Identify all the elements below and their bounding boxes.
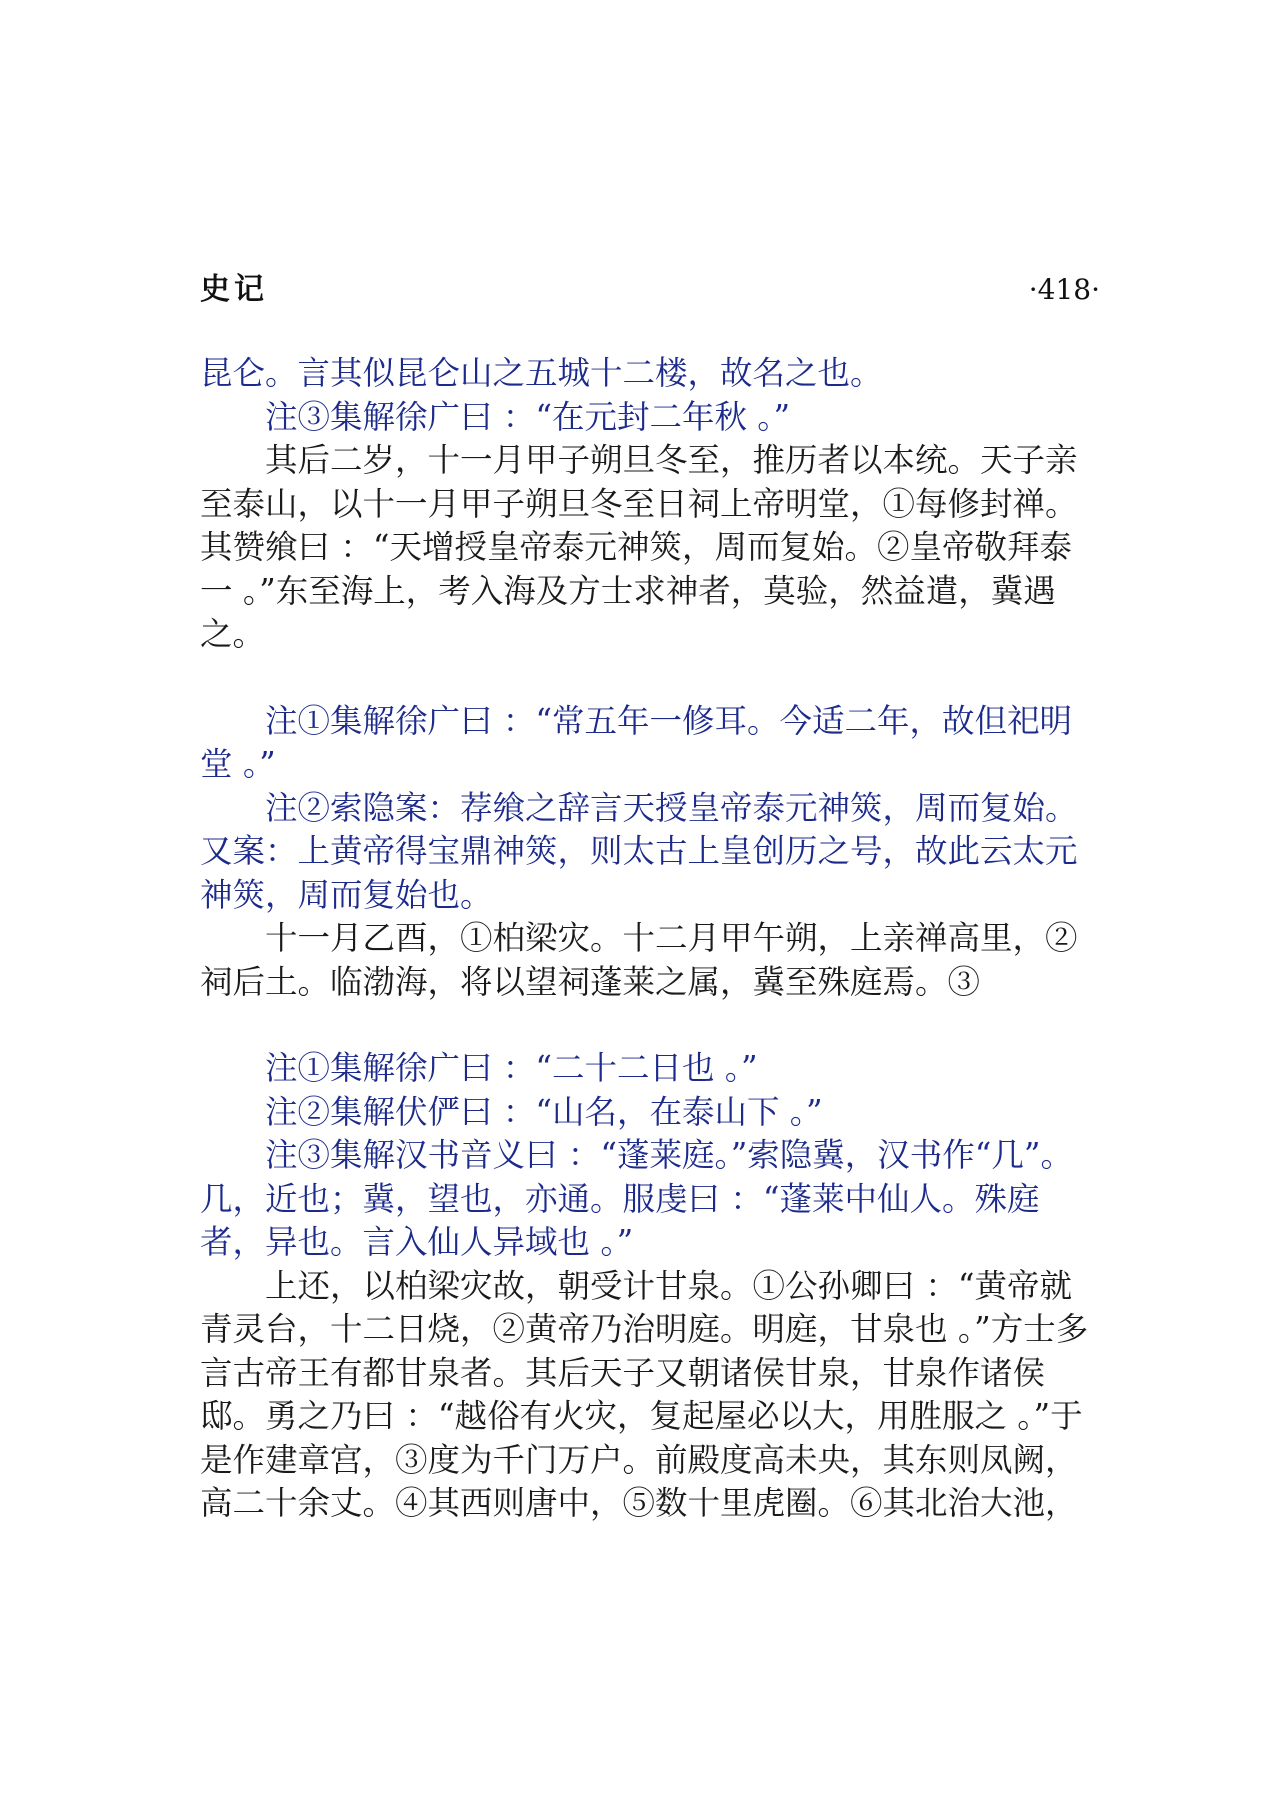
commentary-paragraph: 昆仑。言其似昆仑山之五城十二楼，故名之也。: [200, 354, 883, 392]
commentary-paragraph: 注③集解徐广曰 ：“在元封二年秋 。”: [265, 397, 791, 436]
book-title: 史记: [200, 272, 268, 307]
commentary-paragraph: 注②集解伏俨曰 ：“山名，在泰山下 。”: [265, 1092, 823, 1131]
paragraph-gap: [200, 1004, 1100, 1047]
page-number: ·418·: [1028, 273, 1100, 306]
page-header: [200, 270, 1100, 314]
commentary-paragraph: 注②索隐案：荐飨之辞言天授皇帝泰元神筴，周而复始。又案：上黄帝得宝鼎神筴，则太古上皇创历之号，故此云太元神筴，周而复始也。: [200, 788, 1078, 914]
main-text-paragraph: 十一月乙酉，①柏梁灾。十二月甲午朔，上亲禅高里，②祠后土。临渤海，将以望祠蓬莱之属，冀至殊庭焉。③: [200, 919, 1078, 1001]
page-content: [200, 352, 1100, 1526]
commentary-paragraph: 注①集解徐广曰 ：“二十二日也 。”: [265, 1049, 758, 1087]
main-text-paragraph: 上还，以柏梁灾故，朝受计甘泉。①公孙卿曰 ：“黄帝就青灵台，十二日烧，②黄帝乃治明庭。明庭，甘泉也 。”方士多言古帝王有都甘泉者。其后天子又朝诸侯甘泉，甘泉作诸侯邸。勇之乃曰 ：“越俗有火灾，复起屋必以大，用胜服之 。”于是作建章宫，③度为千门万户。前殿度高未央，其东则凤阙，高二十余丈。④其西则唐中，⑤数十里虎圈。⑥其北治大池，: [200, 1266, 1089, 1522]
main-text-paragraph: 其后二岁，十一月甲子朔旦冬至，推历者以本统。天子亲至泰山，以十一月甲子朔旦冬至日祠上帝明堂，①每修封禅。其赞飨曰 ：“天增授皇帝泰元神筴，周而复始。②皇帝敬拜泰一 。”东至海上，考入海及方士求神者，莫验，然益遣，冀遇之。: [200, 441, 1078, 653]
paragraph-gap: [200, 657, 1100, 700]
commentary-paragraph: 注①集解徐广曰 ：“常五年一修耳。今适二年，故但祀明堂 。”: [200, 701, 1072, 783]
commentary-paragraph: 注③集解汉书音义曰 ：“蓬莱庭。”索隐冀，汉书作“几”。几，近也；冀，望也，亦通。服虔曰 ：“蓬莱中仙人。殊庭者，异也。言入仙人异域也 。”: [200, 1136, 1074, 1261]
